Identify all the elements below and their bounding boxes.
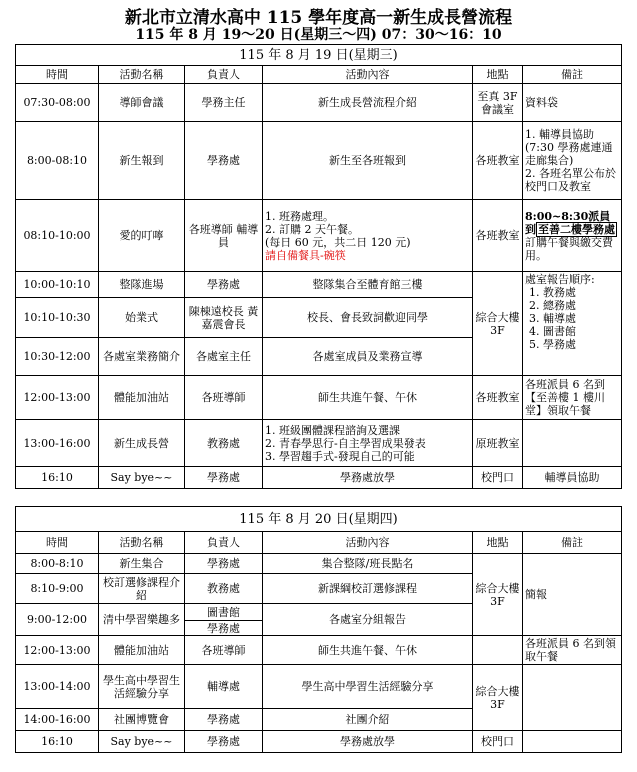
activity-cell: 校訂選修課程介紹 (99, 574, 185, 604)
owner-cell: 學務處 (185, 554, 263, 574)
header-time: 時間 (16, 66, 99, 84)
time-cell: 8:00-8:10 (16, 554, 99, 574)
page-title: 新北市立清水高中 115 學年度高一新生成長營流程 (124, 8, 513, 28)
activity-cell: 整隊進場 (99, 272, 185, 298)
activity-cell: Say bye~~ (99, 467, 185, 489)
activity-cell: 社團博覽會 (99, 709, 185, 731)
content-line: 2. 青春學思行-自主學習成果發表 (265, 436, 426, 450)
activity-cell: 各處室業務簡介 (99, 338, 185, 376)
day1-header-row (16, 66, 622, 84)
note-text: 派員到 (525, 209, 611, 236)
note-time: 8:00~8:30 (525, 209, 589, 223)
activity-cell: 體能加油站 (99, 636, 185, 665)
place-cell: 綜合大樓 3F (473, 554, 523, 636)
table-row (16, 272, 622, 298)
time-cell: 8:10-9:00 (16, 574, 99, 604)
header-time: 時間 (16, 532, 99, 554)
note-cell: 各班派員 6 名到【至善樓 1 樓川堂】領取午餐 (523, 376, 622, 420)
owner-cell: 各班導師 (185, 636, 263, 665)
header-owner: 負責人 (185, 66, 263, 84)
time-cell: 10:30-12:00 (16, 338, 99, 376)
note-cell (523, 272, 622, 376)
activity-cell: 新生成長營 (99, 420, 185, 467)
note-location-boxed: 至善二樓學務處 (538, 222, 615, 236)
place-cell: 原班教室 (473, 420, 523, 467)
page-subtitle: 115 年 8 月 19～20 日(星期三～四) 07：30～16：10 (135, 27, 502, 43)
day2-heading: 115 年 8 月 20 日(星期四) (16, 507, 622, 532)
content-cell: 新生成長營流程介紹 (263, 84, 473, 122)
activity-cell: 愛的叮嚀 (99, 200, 185, 272)
note-line: 1. 教務處 (529, 286, 576, 299)
content-line: 2. 訂購 2 天午餐。 (265, 222, 359, 236)
note-line: 2. 各班名單公布於校門口及教室 (525, 167, 616, 193)
note-line: 5. 學務處 (529, 338, 576, 351)
content-line: 1. 班務處理。 (265, 209, 334, 223)
place-cell: 綜合大樓 3F (473, 272, 523, 376)
table-row (16, 467, 622, 489)
activity-cell: 導師會議 (99, 84, 185, 122)
table-row (16, 200, 622, 272)
owner-cell: 學務處 (185, 731, 263, 753)
place-cell: 綜合大樓 3F (473, 665, 523, 731)
activity-cell: 體能加油站 (99, 376, 185, 420)
table-row (16, 122, 622, 200)
content-line: 3. 學習趨手式-發現自己的可能 (265, 449, 415, 463)
activity-cell: 始業式 (99, 298, 185, 338)
time-cell: 16:10 (16, 731, 99, 753)
note-cell: 輔導員協助 (523, 467, 622, 489)
content-cell: 學務處放學 (263, 731, 473, 753)
note-line: 4. 圖書館 (529, 325, 576, 338)
note-line: 2. 總務處 (529, 299, 576, 312)
time-cell: 8:00-08:10 (16, 122, 99, 200)
owner-cell: 各班導師 (185, 376, 263, 420)
header-note: 備註 (523, 66, 622, 84)
content-cell: 新生至各班報到 (263, 122, 473, 200)
activity-cell: 新生報到 (99, 122, 185, 200)
place-cell: 各班教室 (473, 200, 523, 272)
time-cell: 12:00-13:00 (16, 376, 99, 420)
activity-cell: 清中學習樂趣多 (99, 604, 185, 636)
place-cell: 校門口 (473, 467, 523, 489)
owner-line: 學務處 (185, 620, 262, 635)
content-cell: 學生高中學習生活經驗分享 (263, 665, 473, 709)
content-cell: 校長、會長致詞歡迎同學 (263, 298, 473, 338)
time-cell: 14:00-16:00 (16, 709, 99, 731)
table-row (16, 554, 622, 574)
table-row (16, 731, 622, 753)
place-cell: 各班教室 (473, 122, 523, 200)
header-place: 地點 (473, 66, 523, 84)
table-row (16, 636, 622, 665)
owner-cell: 教務處 (185, 420, 263, 467)
content-cell: 整隊集合至體育館三樓 (263, 272, 473, 298)
time-cell: 13:00-16:00 (16, 420, 99, 467)
owner-cell: 各處室主任 (185, 338, 263, 376)
content-cell: 師生共進午餐、午休 (263, 636, 473, 665)
header-note: 備註 (523, 532, 622, 554)
place-cell: 各班教室 (473, 376, 523, 420)
note-cell (523, 122, 622, 200)
owner-cell (185, 604, 263, 636)
owner-cell: 輔導處 (185, 665, 263, 709)
owner-cell: 教務處 (185, 574, 263, 604)
note-cell: 各班派員 6 名到領取午餐 (523, 636, 622, 665)
utensil-reminder: 請自備餐具-碗筷 (265, 248, 346, 262)
header-content: 活動內容 (263, 532, 473, 554)
content-cell: 社團介紹 (263, 709, 473, 731)
table-row (16, 420, 622, 467)
activity-cell: 學生高中學習生活經驗分享 (99, 665, 185, 709)
time-cell: 10:00-10:10 (16, 272, 99, 298)
day1-heading: 115 年 8 月 19 日(星期三) (16, 45, 622, 66)
time-cell: 08:10-10:00 (16, 200, 99, 272)
note-text: 訂購午餐與繳交費用。 (525, 235, 613, 262)
note-line: 3. 輔導處 (529, 312, 576, 325)
owner-cell: 學務處 (185, 709, 263, 731)
header-activity: 活動名稱 (99, 66, 185, 84)
time-cell: 07:30-08:00 (16, 84, 99, 122)
time-cell: 16:10 (16, 467, 99, 489)
header-content: 活動內容 (263, 66, 473, 84)
activity-cell: 新生集合 (99, 554, 185, 574)
time-cell: 12:00-13:00 (16, 636, 99, 665)
note-line: 1. 輔導員協助(7:30 學務處連通走廊集合) (525, 128, 613, 167)
owner-cell: 學務處 (185, 122, 263, 200)
note-cell: 資料袋 (523, 84, 622, 122)
owner-cell: 學務主任 (185, 84, 263, 122)
content-cell: 新課綱校訂選修課程 (263, 574, 473, 604)
owner-cell: 陳棟遠校長 黃嘉震會長 (185, 298, 263, 338)
header-place: 地點 (473, 532, 523, 554)
content-cell (263, 200, 473, 272)
content-cell: 師生共進午餐、午休 (263, 376, 473, 420)
day2-header-row (16, 532, 622, 554)
content-line: 1. 班級團體課程諮詢及選課 (265, 423, 400, 437)
day2-schedule-table (15, 506, 622, 753)
time-cell: 9:00-12:00 (16, 604, 99, 636)
content-cell: 集合整隊/班長點名 (263, 554, 473, 574)
content-cell (263, 420, 473, 467)
time-cell: 10:10-10:30 (16, 298, 99, 338)
note-title: 處室報告順序: (525, 273, 595, 286)
activity-cell: Say bye~~ (99, 731, 185, 753)
owner-cell: 學務處 (185, 467, 263, 489)
table-row (16, 665, 622, 709)
table-row (16, 84, 622, 122)
header-owner: 負責人 (185, 532, 263, 554)
note-cell: 簡報 (523, 554, 622, 636)
owner-cell: 各班導師 輔導員 (185, 200, 263, 272)
time-cell: 13:00-14:00 (16, 665, 99, 709)
day1-schedule-table (15, 44, 622, 489)
owner-cell: 學務處 (185, 272, 263, 298)
header-activity: 活動名稱 (99, 532, 185, 554)
note-cell (523, 200, 622, 272)
content-cell: 各處室成員及業務宣導 (263, 338, 473, 376)
content-cell: 各處室分組報告 (263, 604, 473, 636)
content-cell: 學務處放學 (263, 467, 473, 489)
owner-line: 圖書館 (207, 605, 240, 619)
place-cell: 至真 3F 會議室 (473, 84, 523, 122)
table-row (16, 376, 622, 420)
place-cell: 校門口 (473, 731, 523, 753)
content-line: (每日 60 元，共二日 120 元) (265, 235, 411, 249)
